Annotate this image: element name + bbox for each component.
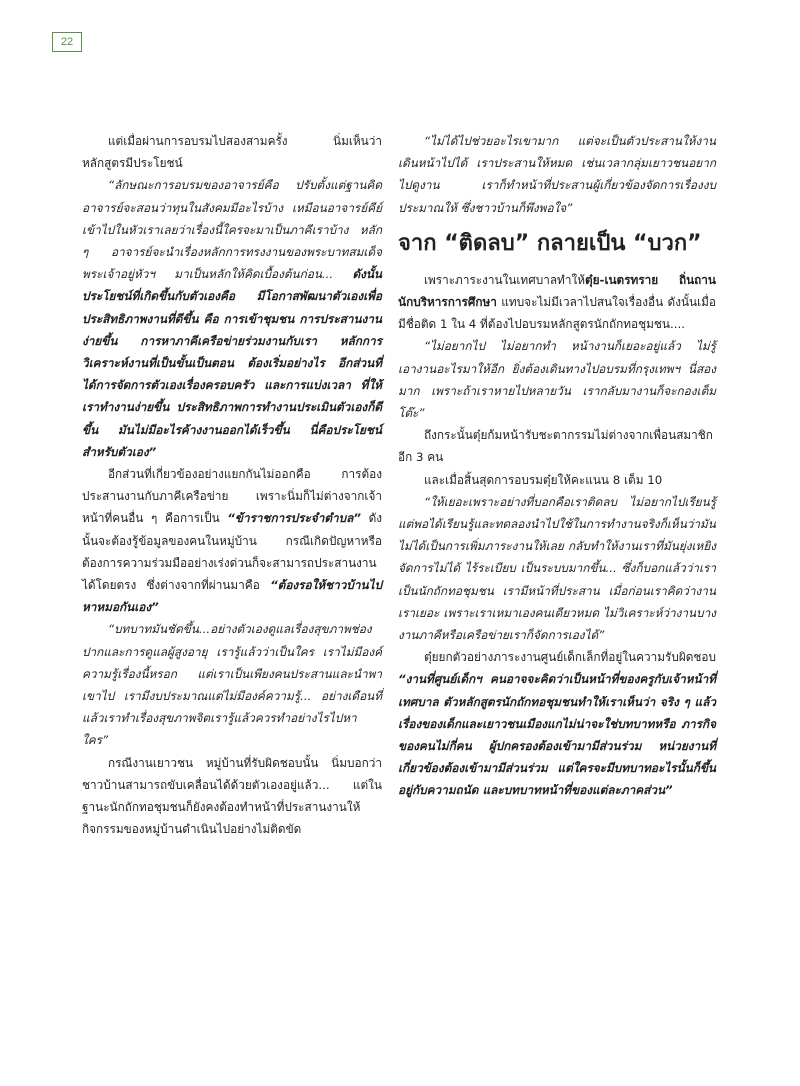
paragraph (398, 646, 716, 801)
paragraph (398, 269, 716, 336)
person-name: ตุ๋ย-เนตรทราย ถิ่นถาน นักบริหารการศึกษา (398, 272, 716, 310)
paragraph: แต่เมื่อผ่านการอบรมไปสองสามครั้ง นิ่มเห็นว่าหลักสูตรมีประโยชน์ (82, 134, 382, 171)
paragraph: ถึงกระนั้นตุ๋ยก้มหน้ารับชะตากรรมไม่ต่างจากเพื่อนสมาชิกอีก 3 คน (398, 428, 713, 465)
paragraph: และเมื่อสิ้นสุดการอบรมตุ๋ยให้คะแนน 8 เต็ม 10 (423, 472, 663, 487)
quote-paragraph: “ไม่อยากไป ไม่อยากทำ หน้างานก็เยอะอยู่แล้ว ไม่รู้เอางานอะไรมาให้อีก ยิ่งต้องเดินทางไปอบรมที่กรุงเทพฯ นี่สองมาก เพราะถ้าเราหายไปหลายวัน เรากลับมางานก็จะกองเต็มโต๊ะ” (398, 339, 716, 421)
quote-emphasis: ดังนั้นประโยชน์ที่เกิดขึ้นกับตัวเองคือ มีโอกาสพัฒนาตัวเองเพื่อประสิทธิภาพงานที่ดีขึ้น คือ การเข้าชุมชน การประสานงานง่ายขึ้น การหาภาคีเครือข่ายร่วมงานกับเรา หลักการวิเคราะห์งานที่เป็นขั้นเป็นตอน ต้องเริ่มอย่างไร อีกส่วนที่ได้การจัดการตัวเองเรื่องครอบครัว และการแบ่งเวลา ที่ให้เราทำงานง่ายขึ้น ประสิทธิภาพการทำงานประเมินตัวเองก็ดีขึ้น มันไม่มีอะไรค้างงานออกได้เร็วขึ้น นี่คือประโยชน์สำหรับตัวเอง” (82, 267, 382, 459)
text: ดังนั้นจะต้องรู้ข้อมูลของคนในหมู่บ้าน กรณีเกิดปัญหาหรือต้องการความร่วมมืออย่างเร่งด่วนก็จะสามารถประสานงานได้โดยตรง ซึ่งต่างจากที่ผ่านมาคือ (82, 511, 382, 593)
emphasis: “ข้าราชการประจำตำบล” (227, 511, 361, 526)
paragraph: กรณีงานเยาวชน หมู่บ้านที่รับผิดชอบนั้น นิ่มบอกว่าชาวบ้านสามารถขับเคลื่อนได้ด้วยตัวเองอยู่แล้ว... แต่ในฐานะนักถักทอชุมชนก็ยังคงต้องทำหน้าที่ประสานงานให้กิจกรรมของหมู่บ้านดำเนินไปอย่างไม่ติดขัด (82, 755, 382, 837)
section-heading: จาก “ติดลบ” กลายเป็น “บวก” (398, 230, 702, 256)
quote-paragraph: “บทบาทมันชัดขึ้น...อย่างตัวเองดูแลเรื่องสุขภาพช่องปากและการดูแลผู้สูงอายุ เรารู้แล้วว่าเป็นใคร เราไม่มีองค์ความรู้เรื่องนี้หรอก แต่เราเป็นเพียงคนประสานและนำพาเขาไป เรามีงบประมาณแต่ไม่มีองค์ความรู้... อย่างเดือนที่แล้วเราทำเรื่องสุขภาพจิตเรารู้แล้วควรทำอย่างไรไปหาใคร” (82, 622, 382, 748)
paragraph (82, 463, 382, 618)
page-number: 22 (52, 32, 82, 52)
text: อีกส่วนที่เกี่ยวข้องอย่างแยกกันไม่ออกคือ การต้องประสานงานกับภาคีเครือข่าย เพราะนิ่มก็ไม่ต่างจากเจ้าหน้าที่คนอื่น ๆ คือการเป็น (82, 467, 382, 526)
left-column (82, 130, 382, 841)
quote-emphasis: “งานที่ศูนย์เด็กฯ คนอาจจะคิดว่าเป็นหน้าที่ของครูกับเจ้าหน้าที่เทศบาล ตัวหลักสูตรนักถักทอชุมชนทำให้เราเห็นว่า จริง ๆ แล้วเรื่องของเด็กและเยาวชนเมืองแกไม่น่าจะใช่บทบาทหรือ ภารกิจของคนไม่กี่คน ผู้ปกครองต้องเข้ามามีส่วนร่วม หน่วยงานที่เกี่ยวข้องต้องเข้ามามีส่วนร่วม แต่ใครจะมีบทบาทอะไรนั้นก็ขึ้นอยู่กับความถนัด และบทบาทหน้าที่ของแต่ละภาคส่วน” (398, 672, 716, 798)
emphasis: “ต้องรอให้ชาวบ้านไปหาหมอกันเอง” (82, 578, 382, 615)
text: เพราะภาระงานในเทศบาลทำให้ (423, 272, 585, 287)
quote-paragraph: “ให้เยอะเพราะอย่างที่บอกคือเราติดลบ ไม่อยากไปเรียนรู้ แต่พอได้เรียนรู้และทดลองนำไปใช้ในการทำงานจริงก็เห็นว่ามันไม่ได้เป็นการเพิ่มภาระงานให้เลย กลับทำให้งานเราที่มันยุ่งเหยิง จัดการไม่ได้ ไร้ระเบียบ เป็นระบบมากขึ้น... ซึ่งก็บอกแล้วว่าเราเป็นนักถักทอชุมชน เรามีหน้าที่ประสาน เมื่อก่อนเราคิดว่างานเราเยอะ เพราะเราเหมาเองคนเดียวหมด ไม่วิเคราะห์ว่างานบางงานภาคีหรือเครือข่ายเราก็จัดการเองได้” (398, 494, 716, 643)
quote-text: “ลักษณะการอบรมของอาจารย์คือ ปรับตั้งแต่ฐานคิด อาจารย์จะสอนว่าทุนในสังคมมีอะไรบ้าง เหมือนอาจารย์คีย์เข้าไปในหัวเราเลยว่าเรื่องนี้ใครจะมาเป็นภาคีเราบ้าง หลัก ๆ อาจารย์จะนำเรื่องหลักการทรงงานของพระบาทสมเด็จพระเจ้าอยู่หัวฯ มาเป็นหลักให้คิดเบื้องต้นก่อน... (82, 178, 382, 282)
text: ตุ๋ยยกตัวอย่างภาระงานศูนย์เด็กเล็กที่อยู่ในความรับผิดชอบ (423, 650, 716, 665)
quote-paragraph (82, 174, 382, 463)
text: แทบจะไม่มีเวลาไปสนใจเรื่องอื่น ดังนั้นเมื่อมีชื่อติด 1 ใน 4 ที่ต้องไปอบรมหลักสูตรนักถักทอชุมชน.... (398, 295, 716, 332)
quote-paragraph: “ไม่ได้ไปช่วยอะไรเขามาก แต่จะเป็นตัวประสานให้งานเดินหน้าไปได้ เราประสานให้หมด เช่นเวลากลุ่มเยาวชนอยากไปดูงาน เราก็ทำหน้าที่ประสานผู้เกี่ยวข้องจัดการเรื่องงบประมาณให้ ซึ่งชาวบ้านก็พึงพอใจ” (398, 134, 716, 215)
right-column (398, 130, 716, 802)
